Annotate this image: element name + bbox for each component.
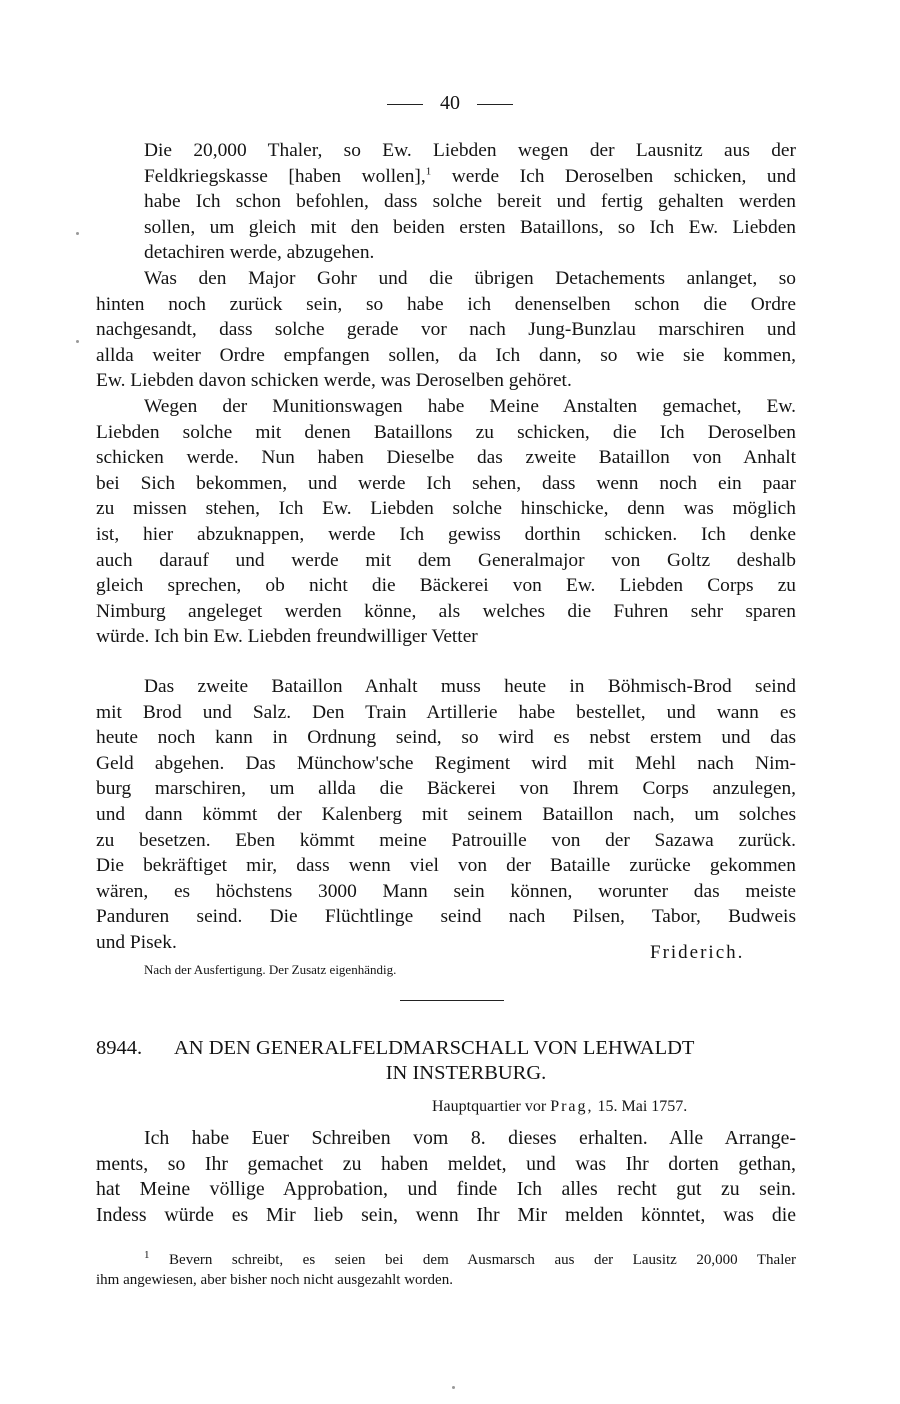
letter-number: 8944. bbox=[96, 1037, 143, 1059]
source-note: Nach der Ausfertigung. Der Zusatz eigenhändig. bbox=[144, 962, 397, 977]
text-line: mit Brod und Salz. Den Train Artillerie habe bestellet, und wann es bbox=[96, 701, 796, 723]
page-number: 40 bbox=[440, 92, 460, 114]
text-line: Was den Major Gohr und die übrigen Detachements anlanget, so bbox=[144, 268, 796, 289]
dateline bbox=[432, 1098, 687, 1116]
text-line: Panduren seind. Die Flüchtlinge seind nach Pilsen, Tabor, Budweis bbox=[96, 906, 796, 928]
text-line: detachiren werde, abzugehen. bbox=[144, 242, 375, 264]
text-line: hinten noch zurück sein, so habe ich denenselben schon die Ordre bbox=[96, 293, 796, 315]
text-line: Die 20,000 Thaler, so Ew. Liebden wegen der Lausnitz aus der bbox=[144, 140, 796, 161]
section-divider bbox=[400, 1000, 504, 1001]
text-line: Ich habe Euer Schreiben vom 8. dieses erhalten. Alle Arrange- bbox=[144, 1127, 796, 1149]
header-rule-right bbox=[477, 104, 513, 105]
text-line: gleich sprechen, ob nicht die Bäckerei von Ew. Liebden Corps zu bbox=[96, 575, 796, 597]
footnote-mark: 1 bbox=[144, 1249, 150, 1261]
letter-heading-line2: IN INSTERBURG. bbox=[385, 1062, 547, 1084]
text-line: auch darauf und werde mit dem Generalmajor von Goltz deshalb bbox=[96, 549, 796, 571]
scan-speck bbox=[76, 232, 79, 235]
text-line: schicken werde. Nun haben Dieselbe das zweite Bataillon von Anhalt bbox=[96, 447, 796, 469]
dateline-date: 15. Mai 1757. bbox=[593, 1098, 688, 1115]
letter-heading-line1: AN DEN GENERALFELDMARSCHALL VON LEHWALDT bbox=[174, 1037, 695, 1059]
scan-speck bbox=[452, 1386, 455, 1389]
footnote-marker: 1 bbox=[425, 165, 432, 178]
footnote bbox=[96, 1250, 796, 1290]
postscript-paragraph bbox=[96, 674, 796, 956]
text-line: Das zweite Bataillon Anhalt muss heute in Böhmisch-Brod seind bbox=[144, 676, 796, 697]
text-line: heute noch kann in Ordnung seind, so wird es nebst erstem und das bbox=[96, 727, 796, 749]
text-line: Nimburg angeleget werden könne, als welches die Fuhren sehr sparen bbox=[96, 600, 796, 622]
text-line: Die bekräftiget mir, dass wenn viel von der Bataille zurücke gekommen bbox=[96, 855, 796, 877]
text-line: allda weiter Ordre empfangen sollen, da Ich dann, so wie sie kommen, bbox=[96, 344, 796, 366]
dateline-place: Prag, bbox=[550, 1098, 594, 1115]
text-line: würde. Ich bin Ew. Liebden freundwilliger Vetter bbox=[96, 626, 478, 648]
text-line: ist, hier abzuknappen, werde Ich gewiss dorthin schicken. Ich denke bbox=[96, 523, 796, 545]
text-line: Feldkriegskasse [haben wollen],$^1$ werde Ich Deroselben schicken, und bbox=[144, 165, 796, 187]
text-line: nachgesandt, dass solche gerade vor nach Jung-Bunzlau marschiren und bbox=[96, 319, 796, 341]
scan-speck bbox=[76, 340, 79, 343]
text-line: bei Sich bekommen, und werde Ich sehen, dass wenn noch ein paar bbox=[96, 472, 796, 494]
text-line: Wegen der Munitionswagen habe Meine Anstalten gemachet, Ew. bbox=[144, 396, 796, 417]
dateline-prefix: Hauptquartier vor bbox=[432, 1098, 551, 1115]
text-line: zu besetzen. Eben kömmt meine Patrouille von der Sazawa zurück. bbox=[96, 829, 796, 851]
text-line: hat Meine völlige Approbation, und finde Ich alles recht gut zu sein. bbox=[96, 1178, 796, 1201]
paragraph-3 bbox=[96, 394, 796, 650]
paragraph-2 bbox=[96, 266, 796, 394]
text-line: und Pisek. bbox=[96, 931, 177, 953]
text-line: wären, es höchstens 3000 Mann sein können, worunter das meiste bbox=[96, 880, 796, 902]
text-line: Liebden solche mit denen Bataillons zu schicken, die Ich Deroselben bbox=[96, 421, 796, 443]
page-header bbox=[0, 92, 900, 115]
text-line: und dann kömmt der Kalenberg mit seinem Bataillon nach, um solches bbox=[96, 803, 796, 825]
paragraph-1 bbox=[96, 138, 796, 266]
text-line: zu missen stehen, Ich Ew. Liebden solche hinschicke, denn was möglich bbox=[96, 498, 796, 520]
signature: Friderich. bbox=[650, 942, 745, 963]
letter-heading bbox=[96, 1036, 796, 1086]
text-line: sollen, um gleich mit den beiden ersten Bataillons, so Ich Ew. Liebden bbox=[144, 216, 796, 238]
text-line: ments, so Ihr gemachet zu haben meldet, und was Ihr dorten gethan, bbox=[96, 1152, 796, 1175]
text-line: Geld abgehen. Das Münchow'sche Regiment wird mit Mehl nach Nim- bbox=[96, 752, 796, 774]
header-rule-left bbox=[387, 104, 423, 105]
paragraph-5 bbox=[96, 1126, 796, 1228]
footnote-line: ihm angewiesen, aber bisher noch nicht ausgezahlt worden. bbox=[96, 1272, 453, 1288]
footnote-line: $^1$ Bevern schreibt, es seien bei dem Ausmarsch aus der Lausitz 20,000 Thaler bbox=[144, 1249, 797, 1268]
text-line: burg marschiren, um allda die Bäckerei von Ihrem Corps anzulegen, bbox=[96, 778, 796, 800]
text-line: Ew. Liebden davon schicken werde, was Deroselben gehöret. bbox=[96, 370, 572, 392]
text-line: habe Ich schon befohlen, dass solche bereit und fertig gehalten werden bbox=[144, 191, 796, 213]
text-line: Indess würde es Mir lieb sein, wenn Ihr Mir melden könntet, was die bbox=[96, 1203, 796, 1226]
